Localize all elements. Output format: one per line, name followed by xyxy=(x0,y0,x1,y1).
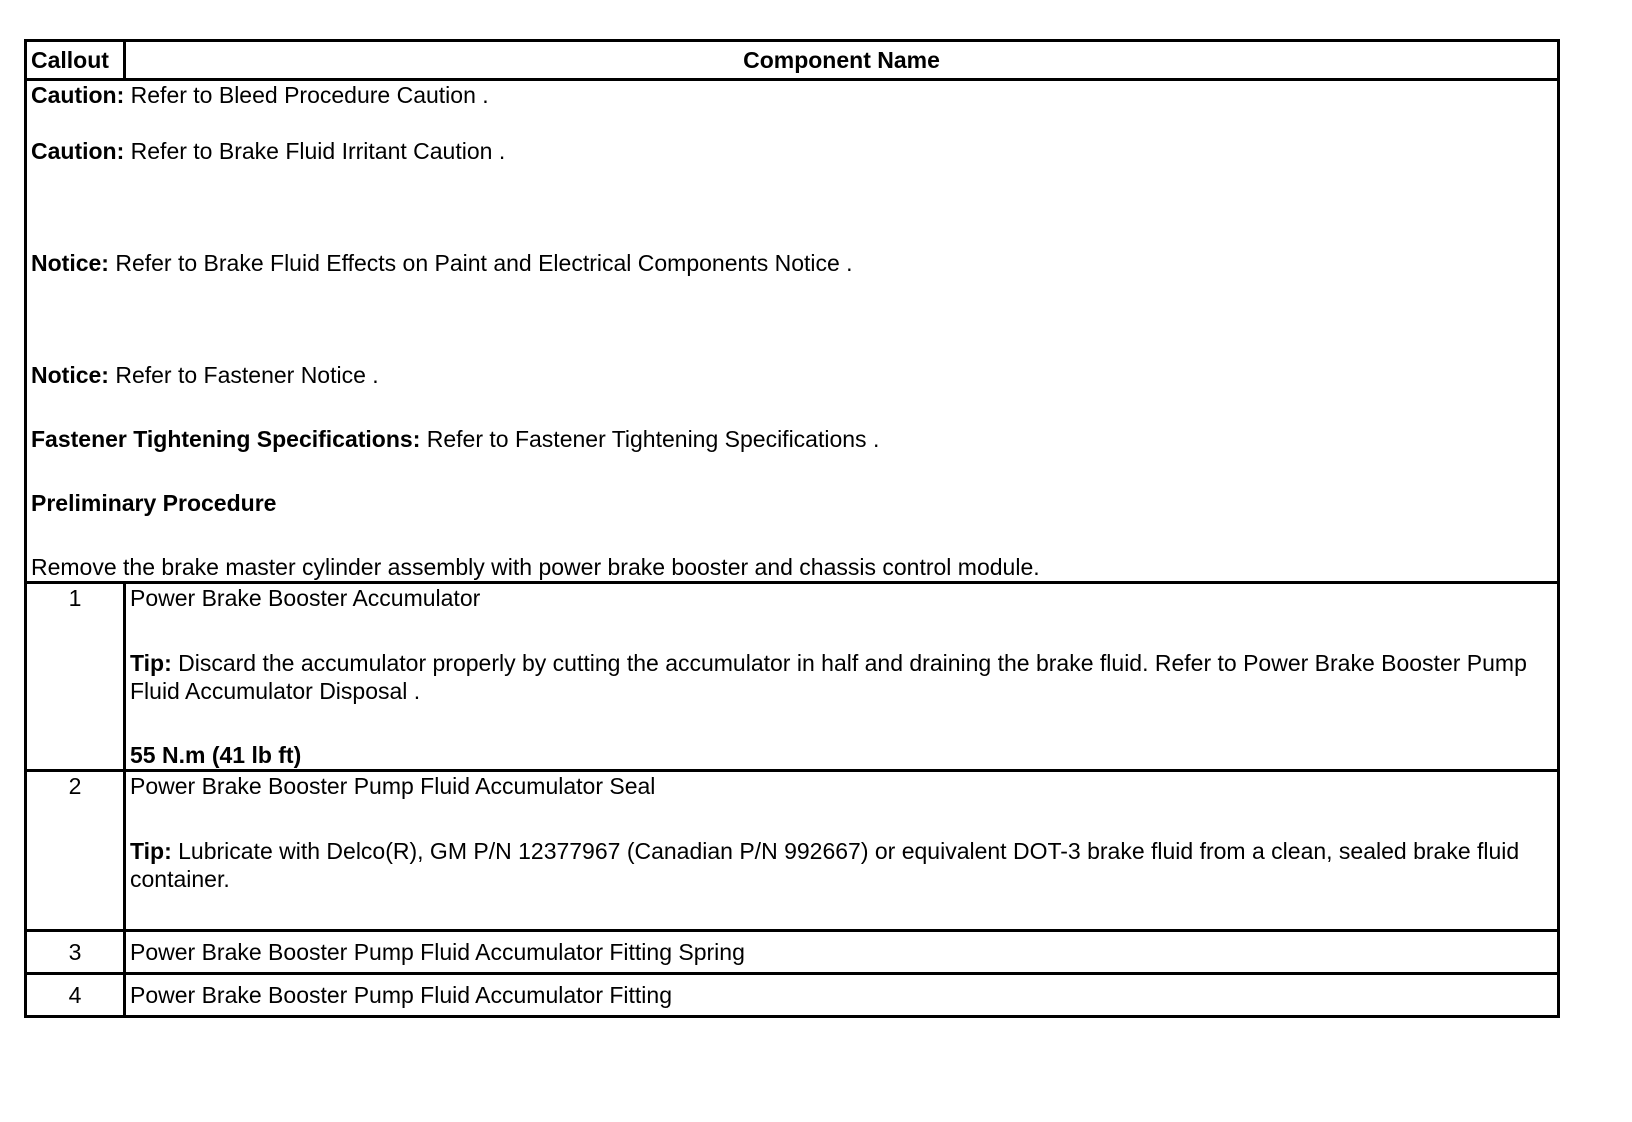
tip-text: Lubricate with Delco(R), GM P/N 12377967 (Canadian P/N 992667) or equivalent DOT-3 brake fluid from a clean, sealed brake fluid container. xyxy=(130,838,1520,892)
component-name: Power Brake Booster Accumulator xyxy=(130,585,481,611)
header-row xyxy=(26,41,1559,80)
callout-number: 2 xyxy=(26,771,125,931)
tip-label: Tip: xyxy=(130,838,172,864)
notice-label: Notice: xyxy=(31,362,109,388)
caution-bleed xyxy=(31,81,1553,109)
notice-fastener xyxy=(31,361,1553,389)
caution-text: Refer to Bleed Procedure Caution . xyxy=(124,82,489,108)
component-name: Power Brake Booster Pump Fluid Accumulator Fitting xyxy=(125,974,1559,1017)
torque-spec: 55 N.m (41 lb ft) xyxy=(130,742,302,768)
notice-paint xyxy=(31,249,1553,277)
notes-cell xyxy=(26,80,1559,583)
callout-number: 3 xyxy=(26,931,125,974)
caution-label: Caution: xyxy=(31,138,125,164)
preliminary-heading: Preliminary Procedure xyxy=(31,490,277,516)
fastener-spec xyxy=(31,425,1553,453)
caution-text: Refer to Brake Fluid Irritant Caution . xyxy=(124,138,506,164)
component-cell xyxy=(125,771,1559,931)
caution-label: Caution: xyxy=(31,82,125,108)
notice-text: Refer to Fastener Notice . xyxy=(108,362,379,388)
table-row xyxy=(26,583,1559,771)
notice-label: Notice: xyxy=(31,250,109,276)
tip-text: Discard the accumulator properly by cutting the accumulator in half and draining the brake fluid. Refer to Power Brake Booster Pump Fluid Accumulator Disposal . xyxy=(130,650,1527,704)
callout-number: 1 xyxy=(26,583,125,771)
component-cell xyxy=(125,583,1559,771)
fastener-label: Fastener Tightening Specifications: xyxy=(31,426,421,452)
notice-text: Refer to Brake Fluid Effects on Paint and Electrical Components Notice . xyxy=(108,250,853,276)
table-row xyxy=(26,931,1559,974)
table-row xyxy=(26,771,1559,931)
component-name: Power Brake Booster Pump Fluid Accumulator Seal xyxy=(130,773,656,799)
tip xyxy=(130,649,1553,705)
callout-header: Callout xyxy=(26,41,125,80)
tip-label: Tip: xyxy=(130,650,172,676)
caution-irritant xyxy=(31,137,1553,165)
component-table xyxy=(24,39,1560,1018)
notes-row xyxy=(26,80,1559,583)
callout-number: 4 xyxy=(26,974,125,1017)
component-name-header: Component Name xyxy=(125,41,1559,80)
fastener-text: Refer to Fastener Tightening Specifications . xyxy=(420,426,880,452)
component-name: Power Brake Booster Pump Fluid Accumulator Fitting Spring xyxy=(125,931,1559,974)
table-row xyxy=(26,974,1559,1017)
tip xyxy=(130,837,1553,893)
preliminary-text: Remove the brake master cylinder assembly with power brake booster and chassis control module. xyxy=(31,554,1040,580)
